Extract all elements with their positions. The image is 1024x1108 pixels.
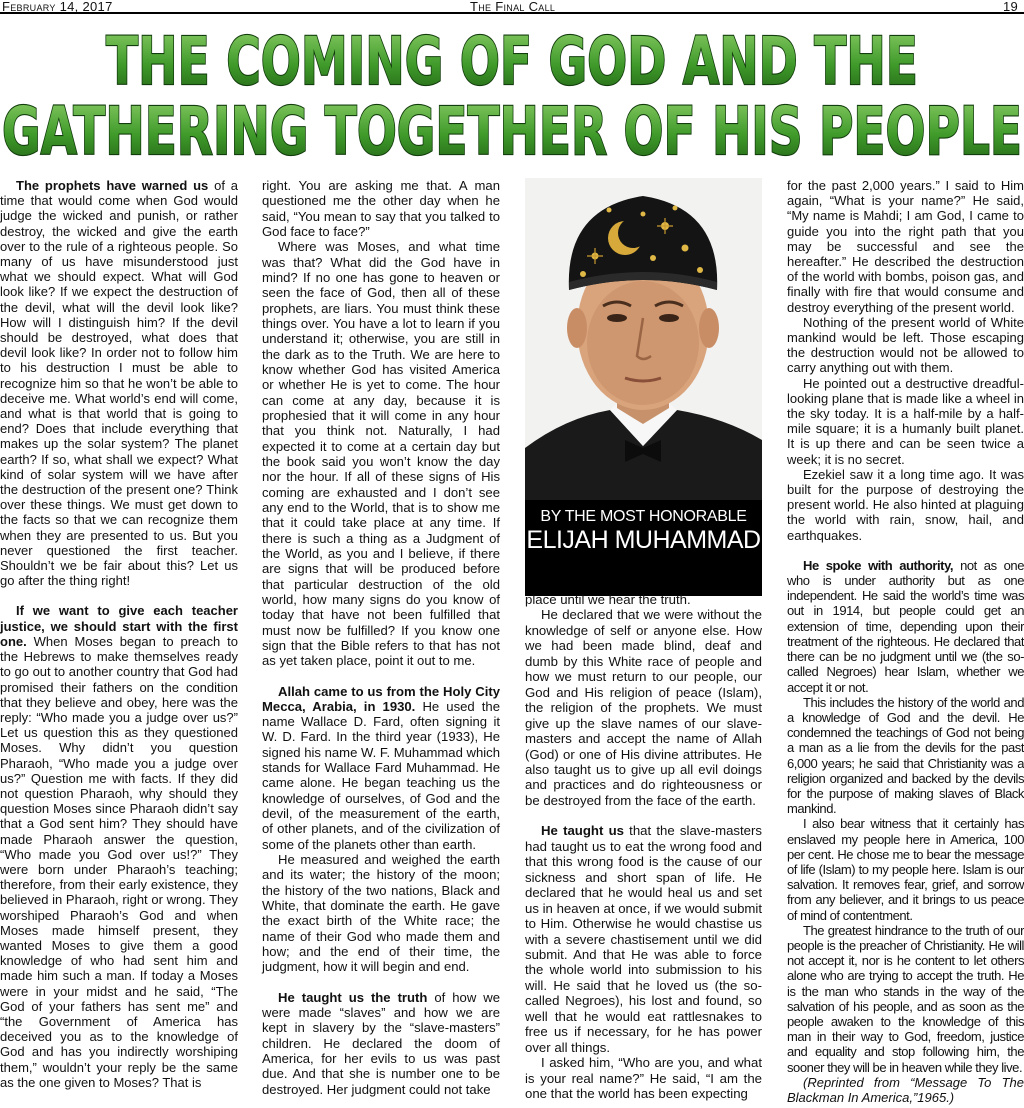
- lead-in: If we want to give each teacher justice, we should start with the first one.: [0, 603, 238, 649]
- paragraph-text: of how we were made “slaves” and how we are kept in slavery by the “slave-masters” children. He declared the doom of America, for her evils to us was past due. And that she is number one to be destroyed. Her judgment could not take: [262, 989, 501, 1097]
- author-photo-box: [525, 178, 762, 596]
- paragraph: [0, 178, 238, 588]
- paragraph: [787, 558, 1024, 695]
- paragraph: Ezekiel saw it a long time ago. It was built for the purpose of destroying the present world. He also hinted at plaguing the world with rain, snow, hail, and earthquakes.: [787, 466, 1024, 543]
- headline-line-2: GATHERING TOGETHER OF HIS PEOPLE: [2, 93, 1022, 162]
- article-column-3: [525, 592, 762, 1102]
- paragraph: right. You are asking me that. A man questioned me the other day when he said, “You mean to say that you talked to God face to face?”: [262, 178, 500, 239]
- article-column-2: [262, 178, 500, 1097]
- issue-date: February 14, 2017: [2, 0, 113, 14]
- lead-in: The prophets have warned us: [16, 178, 209, 193]
- byline-title: BY THE MOST HONORABLE: [540, 508, 747, 525]
- paragraph: [0, 603, 238, 1090]
- paragraph-text: of a time that would come when God would judge the wicked and punish, or rather destroy, the wicked and give the earth over to the rule of a righteous people. So many of us have misunderstood just what we should expect. What will God look like? If we expect the destruction of the devil, what will the devil look like? How will I distinguish him? If the devil should be destroyed, what does that devil look like? In order not to follow him to his destruction I must be able to recognize him so that he won’t be able to deceive me. What world’s end will come, and what is that world that is going to end? Does that include everything that makes up the solar system? The planet earth? If so, what shall we expect? What kind of solar system will we have after the destruction of the present one? Think over these things. We must get down to the facts so that we can recognize them when they are presented to us. But you never questioned the first teacher. Shouldn’t we be fair about this? Let us go after the thing right!: [0, 178, 238, 589]
- paragraph: He measured and weighed the earth and its water; the history of the moon; the history of the two nations, Black and White, that dominate the earth. He gave the exact birth of the White race; the name of their God who made them and how; and the end of their time, the judgment, how it will begin and end.: [262, 852, 500, 975]
- paragraph: Nothing of the present world of White mankind would be left. Those escaping the destruction would not be allowed to carry anything out with them.: [787, 314, 1024, 376]
- byline-author: ELIJAH MUHAMMAD: [526, 526, 761, 554]
- paragraph: place until we hear the truth.: [525, 592, 691, 607]
- headline-line-1: THE COMING OF GOD AND THE: [106, 23, 918, 100]
- page-header: [0, 0, 1024, 14]
- headline: [0, 22, 1024, 162]
- paragraph: [525, 823, 762, 1055]
- paragraph-text: He used the name Wallace D. Fard, often signing it W. D. Fard. In the third year (1933), He signed his name W. F. Muhammad which stands for Wallace Fard Muhammad. He came alone. He began teaching us the knowledge of ourselves, of God and the devil, of the measurement of the earth, of other planets, and of the civilization of some of the planets other than earth.: [262, 698, 500, 852]
- publication-name: The Final Call: [470, 0, 556, 14]
- lead-in: Allah came to us from the Holy City Mecca, Arabia, in 1930.: [262, 683, 500, 714]
- paragraph: [262, 990, 500, 1097]
- paragraph: for the past 2,000 years.” I said to Him again, “What is your name?” He said, “My name is Mahdi; I am God, I came to guide you into the right path that you may be successful and see the hereafter.” He described the destruction of the world with bombs, poison gas, and finally with fire that would consume and destroy everything of the present world.: [787, 178, 1024, 315]
- article-column-4: [787, 178, 1024, 1105]
- paragraph: This includes the history of the world and a knowledge of God and the devil. He condemned the teachings of God not being a man as a lie from the devils for the past 6,000 years; he said that Christianity was a religion organized and backed by the devils for the purpose of making slaves of Black mankind.: [787, 694, 1024, 817]
- author-portrait: [525, 178, 762, 500]
- paragraph: The greatest hindrance to the truth of our people is the preacher of Christianity. He will not accept it, nor is he content to let others alone who are trying to accept the truth. He is the man who stands in the way of the salvation of his people, and as soon as the people awaken to the knowledge of this man in their way to God, freedom, justice and equality and stop following him, the sooner they will be in heaven while they live.: [787, 922, 1024, 1075]
- paragraph-text: When Moses began to preach to the Hebrews to make themselves ready to go out to another country that God had promised their fathers on the condition that they believe and obey, here was the reply: “Who made you a judge over us?” Let us question this as they questioned Moses. Why didn’t you question Pharaoh, “Who made you a judge over us?” Question me with facts. If they did not question Pharaoh, why should they question Moses since Pharaoh didn’t say that a God sent him? They should have made Pharaoh answer the question, “Who made you God over us!?” They were born under Pharaoh’s teaching; therefore, from their early existence, they believed in Pharaoh, right or wrong. They worshiped Pharaoh’s God and when Moses made himself present, they wanted Moses to give them a good knowledge of who had sent him and made him such a man. If today a Moses were in your midst and he said, “The God of your fathers has sent me” and “the Government of America has deceived you as to the knowledge of God and has you indirectly worshiping them,” wouldn’t your reply be the same as the one given to Moses? That is: [0, 633, 238, 1090]
- lead-in: He spoke with authority,: [803, 557, 954, 573]
- article-column-1: [0, 178, 238, 1090]
- byline: [525, 508, 762, 554]
- paragraph: Where was Moses, and what time was that? What did the God have in mind? If no one has gone to heaven or seen the face of God, then all of these prophets, are liars. You must think these things over. You have a lot to learn if you understand it; otherwise, you are still in the dark as to the Truth. We are here to know whether God has visited America or whether He is yet to come. The hour can come at any day, because it is prophesied that it will come in any hour that you think not. Naturally, I had expected it to come at a certain day but the book said you won’t know the day nor the hour. If all of these signs of His coming are exhausted and I don’t see any end to the World, that is to show me that it could take place at any time. If there is such a thing as a Judgment of the World, as you and I believe, if there are signs that will be produced before that particular destruction of the old world, how many signs do you know of today that have not been fulfilled that must now be fulfilled? If you know one sign that the Bible refers to that has not as yet taken place, point it out to me.: [262, 239, 500, 669]
- paragraph-text: not as one who is under authority but as one independent. He said the world’s time was out in 1914, but people could get an extension of time, depending upon their treatment of the righteous. He declared that there can be no judgment until we (the so-called Negroes) hear Islam, whether we accept it or not.: [787, 557, 1024, 695]
- paragraph: I also bear witness that it certainly has enslaved my people here in America, 100 per cent. He chose me to bear the message of life (Islam) to my people here. Islam is our salvation. It removes fear, grief, and sorrow from any believer, and it brings to us peace of mind of contentment.: [787, 816, 1024, 923]
- portrait-illustration: [525, 178, 762, 500]
- paragraph: He pointed out a destructive dreadful-looking plane that is made like a wheel in the sky today. It is a half-mile by a half-mile square; it is a humanly built planet. It is up there and can be seen twice a week; it is no secret.: [787, 375, 1024, 467]
- headline-graphic: [0, 22, 1024, 162]
- paragraph: I asked him, “Who are you, and what is your real name?” He said, “I am the one that the world has been expecting: [525, 1055, 762, 1102]
- lead-in: He taught us: [541, 823, 624, 839]
- lead-in: He taught us the truth: [278, 989, 428, 1005]
- reprint-credit: (Reprinted from “Message To The Blackman In America,”1965.): [787, 1074, 1024, 1105]
- page-number: 19: [1002, 0, 1018, 14]
- paragraph: He declared that we were without the knowledge of self or anyone else. How we had been made blind, deaf and dumb by this White race of people and how we must return to our people, our God and His religion of peace (Islam), the religion of the prophets. We must give up the slave names of our slave-masters and accept the name of Allah (God) or one of His divine attributes. He also taught us to give up all evil doings and practices and do righteousness or be destroyed from the face of the earth.: [525, 607, 762, 808]
- paragraph: [262, 684, 500, 853]
- paragraph-text: that the slave-masters had taught us to eat the wrong food and that this wrong food is the cause of our sickness and short span of life. He declared that he would heal us and set us in heaven at once, if we would submit to Him. Otherwise he would chastise us with a severe chastisement until we did submit. And that He was able to force the whole world into submission to his will. He said that he loved us (the so-called Negroes), his lost and found, so well that he would eat rattlesnakes to free us if necessary, for he has power over all things.: [525, 823, 762, 1055]
